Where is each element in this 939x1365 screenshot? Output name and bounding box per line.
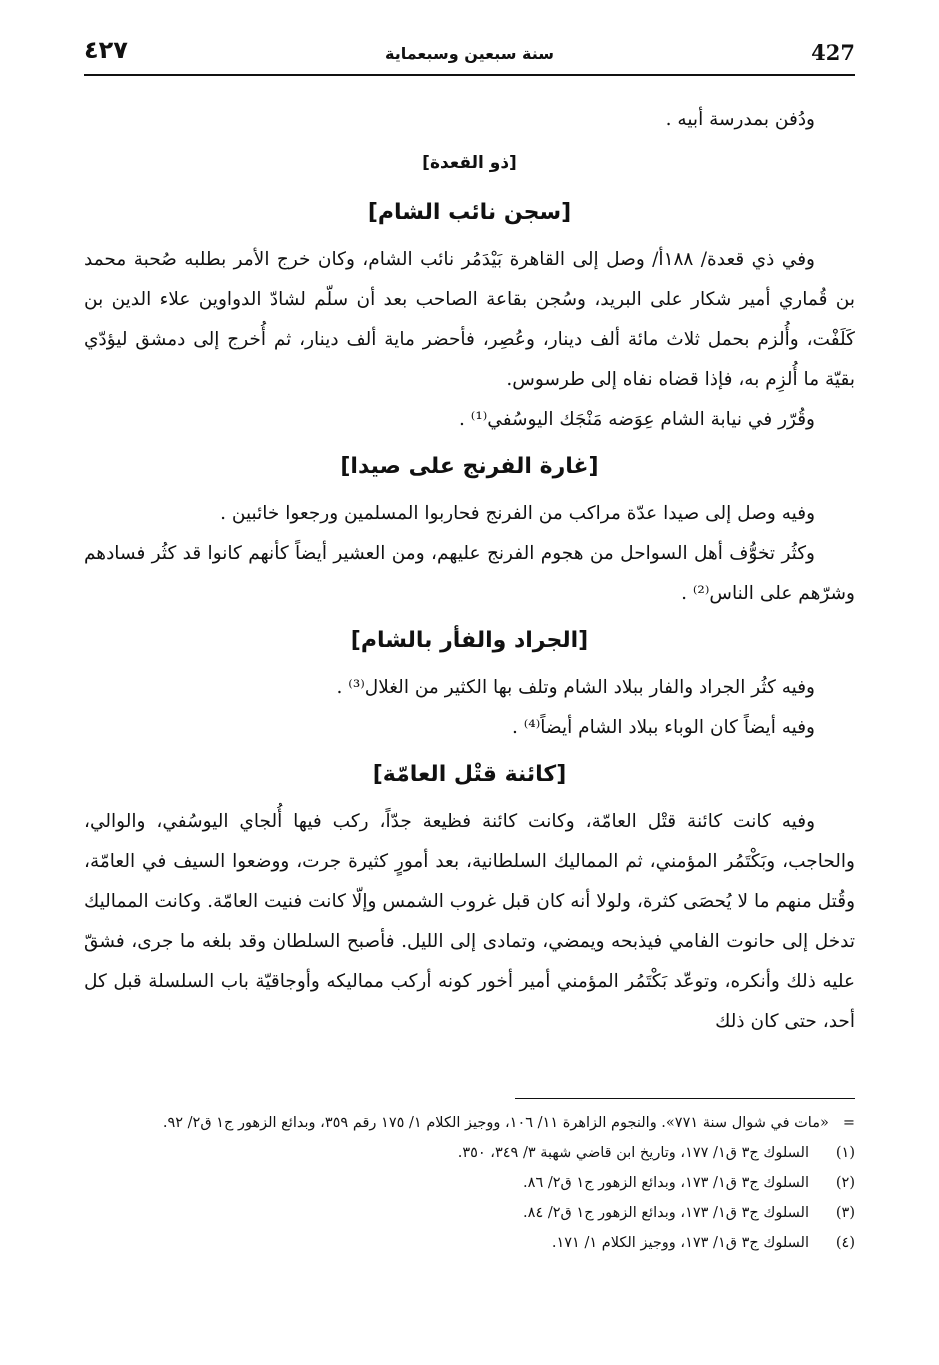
main-text <box>84 100 855 1042</box>
continuation-mark: = <box>842 1115 855 1131</box>
footnote-text: السلوك ج٣ ق١/ ١٧٣، وبدائع الزهور ج١ ق٢/ ٨٤. <box>523 1205 809 1221</box>
footnote-item <box>84 1138 855 1168</box>
page-header <box>84 28 855 76</box>
section-heading-locusts: [الجراد والفأر بالشام] <box>350 628 589 653</box>
paragraph-locusts-2: وفيه أيضاً كان الوباء ببلاد الشام أيضاً⁽⁴⁾ . <box>511 717 815 738</box>
month-heading: [ذو القعدة] <box>422 153 517 173</box>
footnote-divider <box>515 1098 855 1099</box>
footnote-item <box>84 1198 855 1228</box>
footnote-text: السلوك ج٣ ق١/ ١٧٣، ووجيز الكلام ١/ ١٧١. <box>551 1235 809 1251</box>
paragraph-raid-1: وفيه وصل إلى صيدا عدّة مراكب من الفرنج فحاربوا المسلمين ورجعوا خائبين . <box>220 503 815 524</box>
section-heading-franks-raid: [غارة الفرنج على صيدا] <box>340 454 599 479</box>
paragraph-imprisonment: وفي ذي قعدة/ ١٨٨أ/ وصل إلى القاهرة بَيْدَمُر نائب الشام، وكان خرج الأمر بطلبه صُحبة محمد بن قُماري أمير شكار على البريد، وسُجن بقاعة الصاحب بعد أن سلّم لشادّ الدواوين علاء الدين بن كَلَفْت، وأُلزم بحمل ثلاث مائة ألف دينار، وعُصِر، فأحضر ماية ألف دينار، ثم أُخرج إلى دمشق ليؤدّي بقيّة ما أُلزِم به، فإذا قضاه نفاه إلى طرسوس. <box>84 249 855 390</box>
section-heading-imprisonment: [سجن نائب الشام] <box>367 200 572 225</box>
footnote-continuation-text: «مات في شوال سنة ٧٧١». والنجوم الزاهرة ١١/ ١٠٦، ووجيز الكلام ١/ ١٧٥ رقم ٣٥٩، وبدائع الزهور ج١ ق٢/ ٩٢. <box>162 1115 829 1131</box>
paragraph-intro: ودُفن بمدرسة أبيه . <box>665 109 815 130</box>
paragraph-massacre: وفيه كانت كائنة قتْل العامّة، وكانت كائنة فظيعة جدّاً، ركب فيها أُلجاي اليوسُفي، والوالي، والحاجب، وبَكْتَمُر المؤمني، ثم المماليك السلطانية، بعد أمورٍ كثيرة جرت، ووضعوا السيف في العامّة، وقُتل منهم ما لا يُحصَى كثرة، ولولا أنه كان قبل غروب الشمس وإلّا كانت فنيت العامّة. وكانت المماليك تدخل إلى حانوت الفامي فيذبحه ويمضي، وتمادى إلى الليل. فأصبح السلطان وقد بلغه ما جرى، فشقّ عليه ذلك وأنكره، وتوعّد بَكْتَمُر المؤمني أمير أخور كونه أركب مماليكه وأوجاقيّة باب السلسلة قبل كل أحد، حتى كان ذلك <box>84 811 855 1032</box>
footnote-text: السلوك ج٣ ق١/ ١٧٧، وتاريخ ابن قاضي شهبة ٣/ ٣٤٩، ٣٥٠. <box>457 1145 809 1161</box>
paragraph-appointment: وقُرّر في نيابة الشام عِوَضه مَنْجَك اليوسُفي⁽¹⁾ . <box>459 409 815 430</box>
footnote-item <box>84 1228 855 1258</box>
footnote-text: السلوك ج٣ ق١/ ١٧٣، وبدائع الزهور ج١ ق٢/ ٨٦. <box>523 1175 809 1191</box>
footnotes <box>84 1108 855 1258</box>
section-heading-massacre: [كائنة قتْل العامّة] <box>372 762 567 787</box>
paragraph-raid-2: وكثُر تخوُّف أهل السواحل من هجوم الفرنج عليهم، ومن العشير أيضاً كأنهم كانوا قد كثُر فسادهم وشرّهم على الناس⁽²⁾ . <box>84 543 855 604</box>
paragraph-locusts-1: وفيه كثُر الجراد والفار ببلاد الشام وتلف بها الكثير من الغلال⁽³⁾ . <box>336 677 815 698</box>
footnote-mark: (٤) <box>835 1235 855 1251</box>
page-number-arabic: ٤٢٧ <box>84 36 128 64</box>
footnote-mark: (٢) <box>835 1175 855 1191</box>
footnote-continuation <box>84 1108 855 1138</box>
footnote-item <box>84 1168 855 1198</box>
footnote-mark: (١) <box>835 1145 855 1161</box>
running-title: سنة سبعين وسبعماية <box>384 44 555 63</box>
page-number: 427 <box>811 40 855 65</box>
footnote-mark: (٣) <box>835 1205 855 1221</box>
